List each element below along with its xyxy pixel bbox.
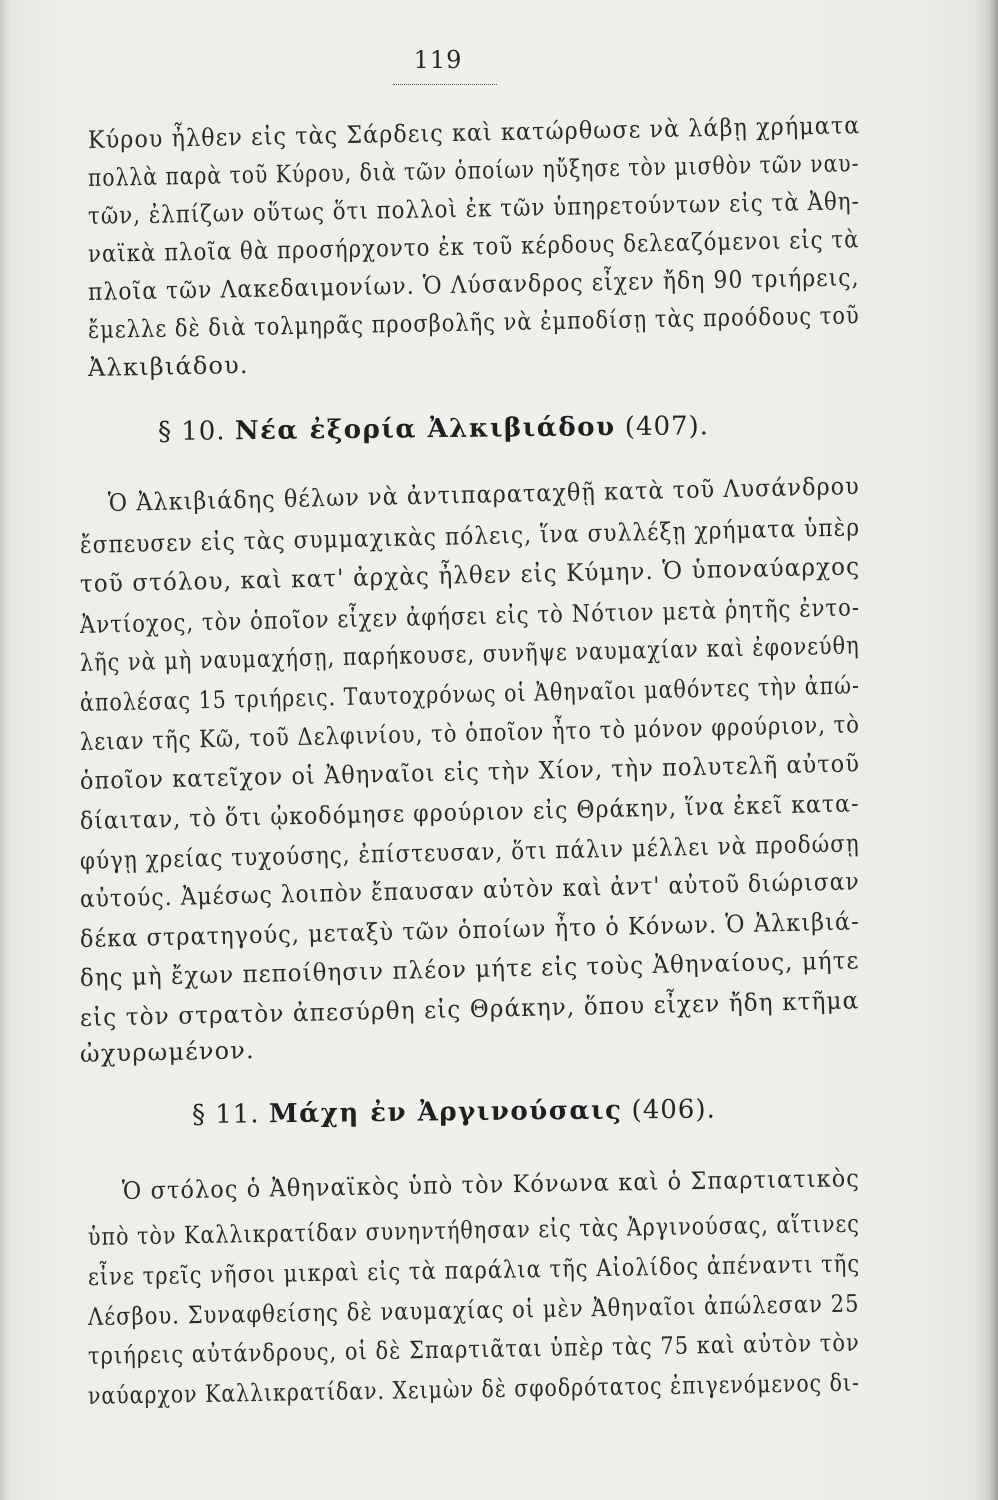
section-11-title: Μάχη ἐν Ἀργινούσαις [268, 1095, 623, 1130]
section-10-year: (407). [624, 411, 710, 443]
paragraph3-line-2: ὑπὸ τὸν Καλλικρατίδαν συνηντήθησαν εἰς τὰς Ἀργινούσας, αἵτινες [87, 1209, 860, 1251]
paragraph1-line-7: Ἀλκιβιάδου. [87, 350, 250, 382]
paragraph2-line-2: ἔσπευσεν εἰς τὰς συμμαχικὰς πόλεις, ἵνα συλλέξῃ χρήματα ὑπὲρ [79, 513, 861, 559]
paragraph2-line-14: εἰς τὸν στρατὸν ἀπεσύρθη εἰς Θράκην, ὅπου εἶχεν ἤδη κτῆμα [79, 986, 860, 1032]
paragraph2-line-4: Ἀντίοχος, τὸν ὁποῖον εἶχεν ἀφήσει εἰς τὸ Νότιον μετὰ ῥητῆς ἐντο- [79, 593, 861, 639]
page-number-rule [393, 84, 497, 85]
section-11-number: § 11. [191, 1099, 260, 1130]
section-11-heading [192, 1093, 716, 1132]
paragraph2-line-15: ὠχυρωμένον. [79, 1036, 256, 1068]
paragraph2-line-13: δης μὴ ἔχων πεποίθησιν πλέον μήτε εἰς τοὺς Ἀθηναίους, μήτε [79, 946, 860, 992]
paragraph2-line-5: λῆς νὰ μὴ ναυμαχήσῃ, παρήκουσε, συνῆψε ναυμαχίαν καὶ ἐφονεύθη [79, 631, 860, 677]
paragraph2-line-9: δίαιταν, τὸ ὅτι ᾠκοδόμησε φρούριον εἰς Θράκην, ἵνα ἐκεῖ κατα- [79, 789, 860, 835]
paragraph1-line-3: τῶν, ἐλπίζων οὕτως ὅτι πολλοὶ ἐκ τῶν ὑπηρετούντων εἰς τὰ Ἀθη- [87, 187, 861, 230]
paragraph3-line-6: ναύαρχον Καλλικρατίδαν. Χειμὼν δὲ σφοδρότατος ἐπιγενόμενος δι- [87, 1368, 861, 1410]
page-right-shadow [976, 0, 998, 1500]
section-11-year: (406). [631, 1094, 716, 1126]
paragraph3-line-1: Ὁ στόλος ὁ Ἀθηναϊκὸς ὑπὸ τὸν Κόνωνα καὶ ὁ Σπαρτιατικὸς [121, 1164, 861, 1205]
section-10-heading [158, 409, 709, 449]
paragraph1-line-1: Κύρου ἦλθεν εἰς τὰς Σάρδεις καὶ κατώρθωσε νὰ λάβῃ χρήματα [87, 111, 861, 154]
page-left-shadow [0, 0, 10, 1500]
paragraph2-line-6: ἀπολέσας 15 τριήρεις. Ταυτοχρόνως οἱ Ἀθηναῖοι μαθόντες τὴν ἀπώ- [79, 671, 861, 717]
paragraph3-line-5: τριήρεις αὐτάνδρους, οἱ δὲ Σπαρτιᾶται ὑπὲρ τὰς 75 καὶ αὐτὸν τὸν [87, 1328, 861, 1370]
paragraph2-line-1: Ὁ Ἀλκιβιάδης θέλων νὰ ἀντιπαραταχθῇ κατὰ τοῦ Λυσάνδρου [107, 471, 861, 517]
paragraph3-line-3: εἶνε τρεῖς νῆσοι μικραὶ εἰς τὰ παράλια τῆς Αἰολίδος ἀπέναντι τῆς [87, 1249, 861, 1291]
section-10-number: § 10. [157, 416, 226, 447]
paragraph2-line-12: δέκα στρατηγούς, μεταξὺ τῶν ὁποίων ἦτο ὁ Κόνων. Ὁ Ἀλκιβιά- [79, 907, 861, 953]
paragraph3-line-4: Λέσβου. Συναφθείσης δὲ ναυμαχίας οἱ μὲν Ἀθηναῖοι ἀπώλεσαν 25 [87, 1289, 860, 1331]
paragraph1-line-5: πλοῖα τῶν Λακεδαιμονίων. Ὁ Λύσανδρος εἶχεν ἤδη 90 τριήρεις, [87, 263, 860, 306]
paragraph2-line-11: αὐτούς. Ἀμέσως λοιπὸν ἔπαυσαν αὐτὸν καὶ ἀντ' αὐτοῦ διώρισαν [79, 867, 861, 913]
section-10-title: Νέα ἐξορία Ἀλκιβιάδου [234, 412, 616, 447]
paragraph1-line-4: ναϊκὰ πλοῖα θὰ προσήρχοντο ἐκ τοῦ κέρδους δελεαζόμενοι εἰς τὰ [87, 225, 860, 268]
paragraph2-line-3: τοῦ στόλου, καὶ κατ' ἀρχὰς ἦλθεν εἰς Κύμην. Ὁ ὑποναύαρχος [79, 552, 861, 598]
paragraph2-line-7: λειαν τῆς Κῶ, τοῦ Δελφινίου, τὸ ὁποῖον ἦτο τὸ μόνον φρούριον, τὸ [79, 710, 861, 756]
paragraph1-line-6: ἔμελλε δὲ διὰ τολμηρᾶς προσβολῆς νὰ ἐμποδίσῃ τὰς προόδους τοῦ [87, 301, 860, 344]
page-number: 119 [413, 46, 463, 74]
paragraph1-line-2: πολλὰ παρὰ τοῦ Κύρου, διὰ τῶν ὁποίων ηὔξησε τὸν μισθὸν τῶν ναυ- [87, 149, 860, 192]
paragraph2-line-8: ὁποῖον κατεῖχον οἱ Ἀθηναῖοι εἰς τὴν Χίον, τὴν πολυτελῆ αὐτοῦ [79, 749, 861, 795]
paragraph2-line-10: φύγῃ χρείας τυχούσης, ἐπίστευσαν, ὅτι πάλιν μέλλει νὰ προδώσῃ [79, 829, 860, 875]
